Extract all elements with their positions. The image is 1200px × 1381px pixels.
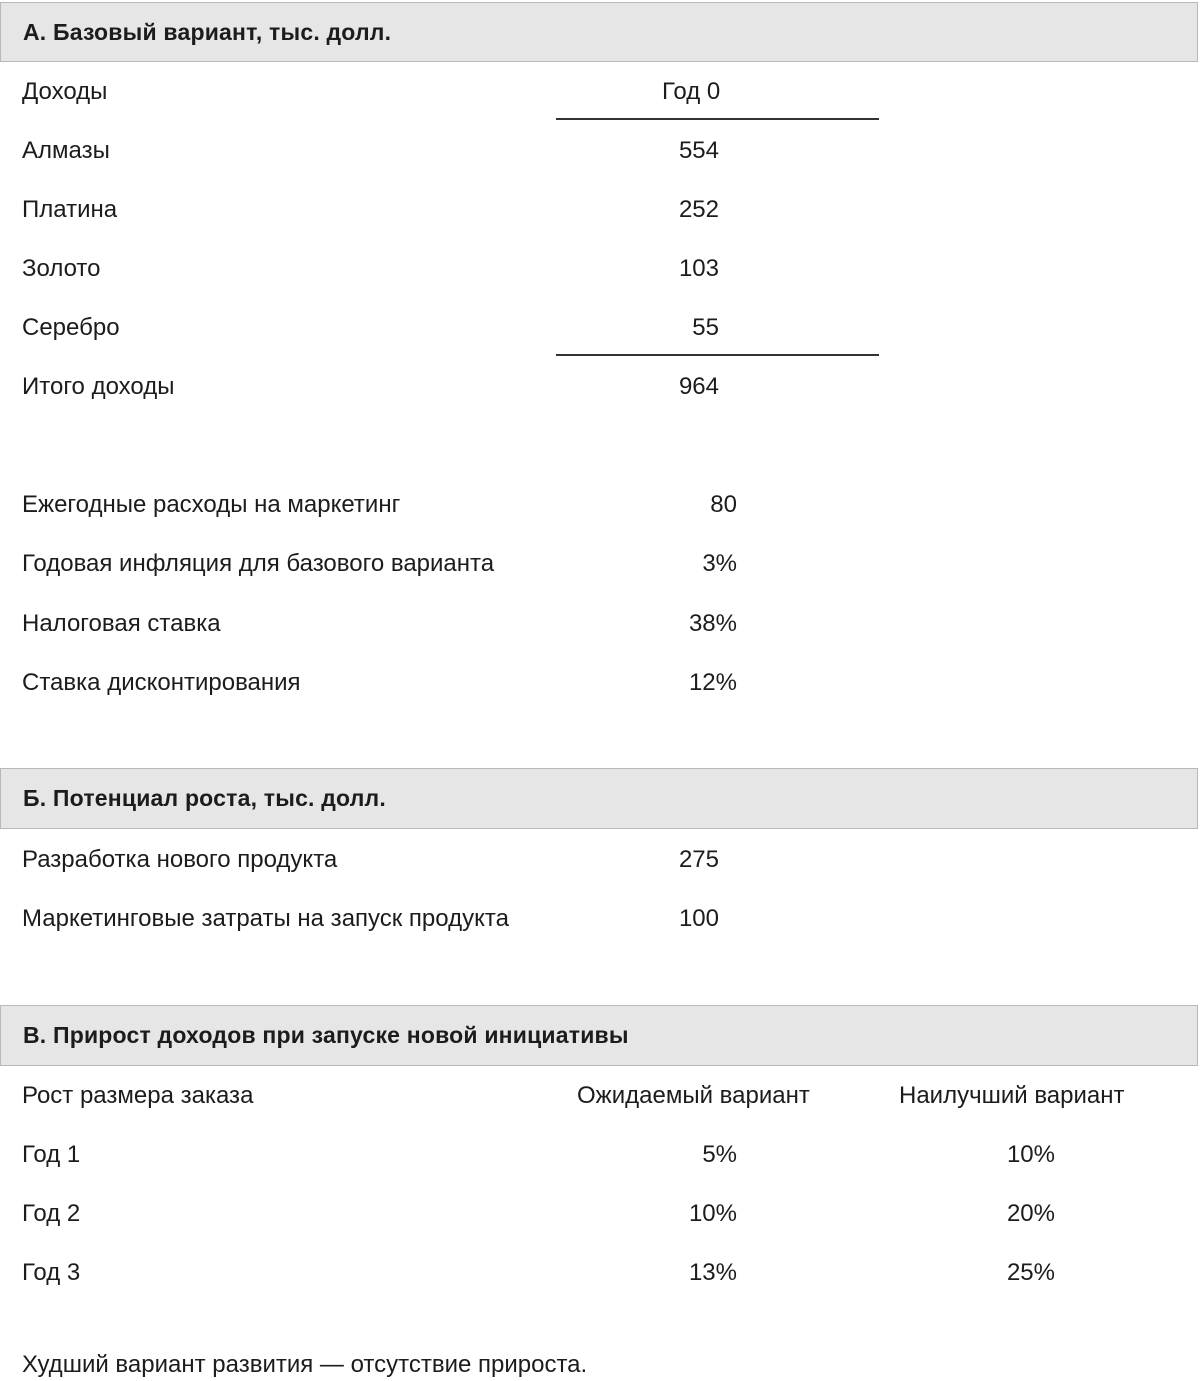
year-header: Год 0 [662,78,721,105]
section-a-title: А. Базовый вариант, тыс. долл. [23,18,392,45]
header-rule [556,118,879,120]
param-label: Годовая инфляция для базового варианта [22,550,495,577]
total-value: 964 [678,373,719,400]
revenue-row-value: 55 [692,314,719,341]
param-label: Ежегодные расходы на маркетинг [22,491,401,518]
total-rule [556,354,879,356]
param-value: 12% [688,669,737,696]
revenue-row-label: Серебро [22,314,120,341]
revenue-row-label: Платина [22,196,118,223]
section-c-header [0,1005,1198,1066]
expected-value: 5% [702,1141,737,1168]
expected-case-header: Ожидаемый вариант [577,1082,810,1109]
param-value: 80 [710,491,737,518]
expected-value: 13% [688,1259,737,1286]
section-a-header [0,2,1198,62]
growth-row-label: Разработка нового продукта [22,846,338,873]
growth-row-label: Маркетинговые затраты на запуск продукта [22,905,509,932]
revenue-row-value: 103 [678,255,719,282]
revenue-row-label: Золото [22,255,101,282]
growth-row-value: 275 [678,846,719,873]
best-value: 25% [1006,1259,1055,1286]
total-label: Итого доходы [22,373,175,400]
expected-value: 10% [688,1200,737,1227]
revenue-row-label: Алмазы [22,137,110,164]
param-label: Налоговая ставка [22,610,221,637]
revenue-row-value: 554 [678,137,719,164]
param-value: 3% [702,550,737,577]
param-value: 38% [688,610,737,637]
revenue-row-value: 252 [678,196,719,223]
footnote: Худший вариант развития — отсутствие прироста. [22,1351,588,1378]
year-row-label: Год 3 [22,1259,81,1286]
param-label: Ставка дисконтирования [22,669,301,696]
section-b-title: Б. Потенциал роста, тыс. долл. [23,785,386,811]
year-row-label: Год 2 [22,1200,81,1227]
growth-row-value: 100 [678,905,719,932]
year-row-label: Год 1 [22,1141,81,1168]
section-b-header [0,768,1198,829]
revenue-header: Доходы [22,78,108,105]
section-c-title: В. Прирост доходов при запуске новой инициативы [23,1022,629,1048]
best-case-header: Наилучший вариант [899,1082,1125,1109]
best-value: 10% [1006,1141,1055,1168]
order-growth-header: Рост размера заказа [22,1082,254,1109]
best-value: 20% [1006,1200,1055,1227]
